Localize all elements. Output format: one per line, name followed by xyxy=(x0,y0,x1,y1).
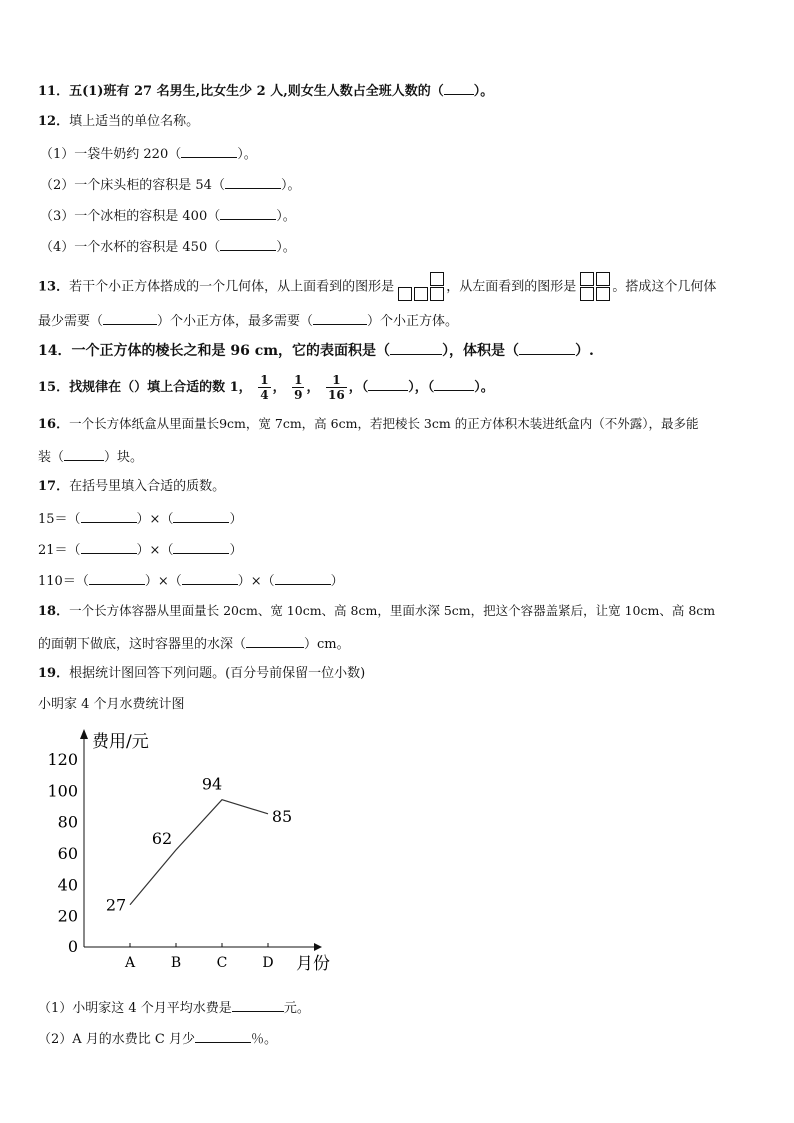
data-label: 85 xyxy=(271,806,293,826)
q15-fraction-3: $\frac{1}{16}$ xyxy=(328,373,345,402)
q17-row-3-blank-2[interactable] xyxy=(182,570,238,585)
data-label: 62 xyxy=(151,828,173,848)
q19-average-blank[interactable] xyxy=(232,997,284,1012)
q17-row-3-lhs: 110＝（ xyxy=(38,574,89,589)
q17-row-2 xyxy=(38,539,242,561)
q17-row-1-tail: ） xyxy=(229,512,243,527)
q18-line1: 一个长方体容器从里面量长 20cm、宽 10cm、高 8cm，里面水深 5cm，把这个容器盖紧后，让宽 10cm、高 8cm xyxy=(69,603,716,618)
q15-text: 找规律在（）填上合适的数 1， xyxy=(69,380,252,395)
q15-blank-2[interactable] xyxy=(434,376,474,391)
q16-number: 16． xyxy=(38,417,70,432)
question-19 xyxy=(38,664,365,684)
q15-number: 15． xyxy=(38,380,70,395)
data-labels xyxy=(106,775,292,915)
question-17 xyxy=(38,477,225,497)
q16-line2-a: 装（ xyxy=(38,450,65,465)
q16-line1: 一个长方体纸盒从里面量长9cm，宽 7cm，高 6cm，若把棱长 3cm 的正方体积木装进纸盒内（不外露），最多能 xyxy=(69,416,699,431)
q17-title: 在括号里填入合适的质数。 xyxy=(69,479,226,494)
x-axis-arrow xyxy=(314,943,322,951)
y-tick-labels xyxy=(47,750,78,956)
q12-item-1 xyxy=(40,143,257,165)
q14-text-a: 一个正方体的棱长之和是 96 cm，它的表面积是（ xyxy=(71,343,391,359)
q18-line2-a: 的面朝下做底，这时容器里的水深（ xyxy=(38,637,247,652)
q12-item-3-blank[interactable] xyxy=(220,205,276,220)
y-axis-label: 费用/元 xyxy=(92,732,149,752)
question-13 xyxy=(38,272,716,302)
x-axis-label: 月份 xyxy=(296,954,330,974)
left-view-figure xyxy=(580,272,612,302)
q12-item-2-tail: ）。 xyxy=(280,178,301,193)
q13-min-blank[interactable] xyxy=(103,310,157,325)
q13-part3: 。搭成这个几何体 xyxy=(612,279,717,295)
q14-number: 14． xyxy=(38,343,72,359)
q15-sep-2: ， xyxy=(306,380,320,395)
q14-volume-blank[interactable] xyxy=(519,340,575,355)
q15-blank-1[interactable] xyxy=(368,376,408,391)
q17-row-3 xyxy=(38,570,344,592)
q18-blank[interactable] xyxy=(246,633,304,648)
question-15 xyxy=(38,370,494,406)
q14-text-c: ）. xyxy=(575,343,594,359)
q12-title: 填上适当的单位名称。 xyxy=(69,114,200,129)
q13-max-blank[interactable] xyxy=(313,310,367,325)
q17-row-3-blank-1[interactable] xyxy=(89,570,145,585)
q12-item-3 xyxy=(40,205,296,227)
q17-row-2-lhs: 21＝（ xyxy=(38,543,81,558)
q12-item-4 xyxy=(40,236,296,258)
q12-number: 12． xyxy=(38,114,70,129)
q16-blank[interactable] xyxy=(64,446,104,461)
q19-sub-2-text: （2）A 月的水费比 C 月少 xyxy=(38,1032,196,1047)
top-view-figure xyxy=(398,272,446,302)
q15-text-b1: ，（ xyxy=(348,380,369,395)
data-label: 94 xyxy=(201,774,223,794)
x-tick-label: C xyxy=(216,955,228,971)
q13-line2 xyxy=(38,310,458,332)
q19-sub-2-tail: ％。 xyxy=(251,1032,278,1047)
q18-line2-b: ）cm。 xyxy=(304,637,350,652)
q17-row-2-blank-2[interactable] xyxy=(173,539,229,554)
q11-number: 11． xyxy=(38,84,70,99)
q15-text-b2: ），（ xyxy=(408,380,435,395)
q13-part1: 若干个小正方体搭成的一个几何体，从上面看到的图形是 xyxy=(69,279,395,295)
y-axis-arrow xyxy=(80,729,88,739)
q16-line2-b: ）块。 xyxy=(104,450,144,465)
q12-item-4-tail: ）。 xyxy=(276,240,296,255)
q15-text-b3: ）。 xyxy=(474,380,494,395)
q17-row-3-mid2: ）×（ xyxy=(237,574,275,589)
y-tick-label: 80 xyxy=(57,812,78,832)
x-tick-label: A xyxy=(124,955,136,971)
q12-item-3-label: （3）一个冰柜的容积是 400（ xyxy=(40,209,221,224)
q18-line2 xyxy=(38,633,350,655)
q19-title: 根据统计图回答下列问题。(百分号前保留一位小数) xyxy=(69,666,366,681)
q11-text: 五(1)班有 27 名男生,比女生少 2 人,则女生人数占全班人数的（ xyxy=(69,84,444,99)
chart-caption-text: 小明家 4 个月水费统计图 xyxy=(38,697,185,712)
water-fee-line-chart xyxy=(40,725,360,980)
q14-area-blank[interactable] xyxy=(390,340,442,355)
q19-sub-2 xyxy=(38,1028,277,1050)
series-line xyxy=(130,800,268,905)
question-16 xyxy=(38,414,698,435)
q17-row-2-tail: ） xyxy=(229,543,243,558)
q17-row-1-lhs: 15＝（ xyxy=(38,512,81,527)
q12-item-3-tail: ）。 xyxy=(276,209,296,224)
x-tick-label: B xyxy=(170,955,182,971)
q12-item-2 xyxy=(40,174,300,196)
q13-number: 13． xyxy=(38,279,70,295)
q19-percent-blank[interactable] xyxy=(195,1028,251,1043)
q11-tail: ）。 xyxy=(473,84,494,99)
y-tick-label: 100 xyxy=(47,781,78,801)
q15-fraction-1: $\frac{1}{4}$ xyxy=(260,373,269,402)
q19-sub-1-tail: 元。 xyxy=(283,1001,310,1016)
q12-item-1-blank[interactable] xyxy=(181,143,237,158)
q11-answer-blank[interactable] xyxy=(444,80,474,95)
question-18 xyxy=(38,601,715,622)
y-tick-label: 120 xyxy=(47,750,78,769)
q17-row-1-blank-1[interactable] xyxy=(81,508,137,523)
q19-sub-1-text: （1）小明家这 4 个月平均水费是 xyxy=(38,1001,232,1016)
question-14 xyxy=(38,340,594,361)
q12-item-2-label: （2）一个床头柜的容积是 54（ xyxy=(40,178,225,193)
q17-row-1 xyxy=(38,508,242,530)
y-tick-label: 40 xyxy=(57,875,78,895)
question-11 xyxy=(38,80,493,102)
q13-line2-b: ）个小正方体，最多需要（ xyxy=(157,314,314,329)
q17-number: 17． xyxy=(38,479,70,494)
question-12 xyxy=(38,112,199,132)
data-label: 27 xyxy=(105,895,127,915)
q17-row-1-mid: ）×（ xyxy=(136,512,174,527)
q12-item-1-label: （1）一袋牛奶约 220（ xyxy=(40,147,182,162)
y-tick-label: 60 xyxy=(57,844,78,863)
x-tick-label: D xyxy=(262,955,274,971)
q17-row-3-mid: ）×（ xyxy=(144,574,182,589)
q12-item-2-blank[interactable] xyxy=(225,174,281,189)
q19-sub-1 xyxy=(38,997,310,1019)
q17-row-2-blank-1[interactable] xyxy=(81,539,137,554)
q17-row-2-mid: ）×（ xyxy=(136,543,174,558)
q15-sep-1: ， xyxy=(272,380,286,395)
chart-caption xyxy=(38,695,185,715)
q17-row-3-blank-3[interactable] xyxy=(275,570,331,585)
q15-fraction-2: $\frac{1}{9}$ xyxy=(294,373,303,402)
y-tick-label: 0 xyxy=(67,937,78,956)
q18-number: 18． xyxy=(38,604,70,619)
q14-text-b: ），体积是（ xyxy=(442,343,520,359)
q16-line2 xyxy=(38,446,143,468)
q12-item-4-label: （4）一个水杯的容积是 450（ xyxy=(40,240,221,255)
q12-item-4-blank[interactable] xyxy=(220,236,276,251)
y-tick-label: 20 xyxy=(57,906,78,926)
q13-part2: ，从左面看到的图形是 xyxy=(446,279,577,295)
q19-number: 19． xyxy=(38,666,70,681)
q12-item-1-tail: ）。 xyxy=(237,147,257,162)
q13-line2-c: ）个小正方体。 xyxy=(367,314,459,329)
q17-row-1-blank-2[interactable] xyxy=(173,508,229,523)
q17-row-3-tail: ） xyxy=(330,574,344,589)
q13-line2-a: 最少需要（ xyxy=(38,314,104,329)
